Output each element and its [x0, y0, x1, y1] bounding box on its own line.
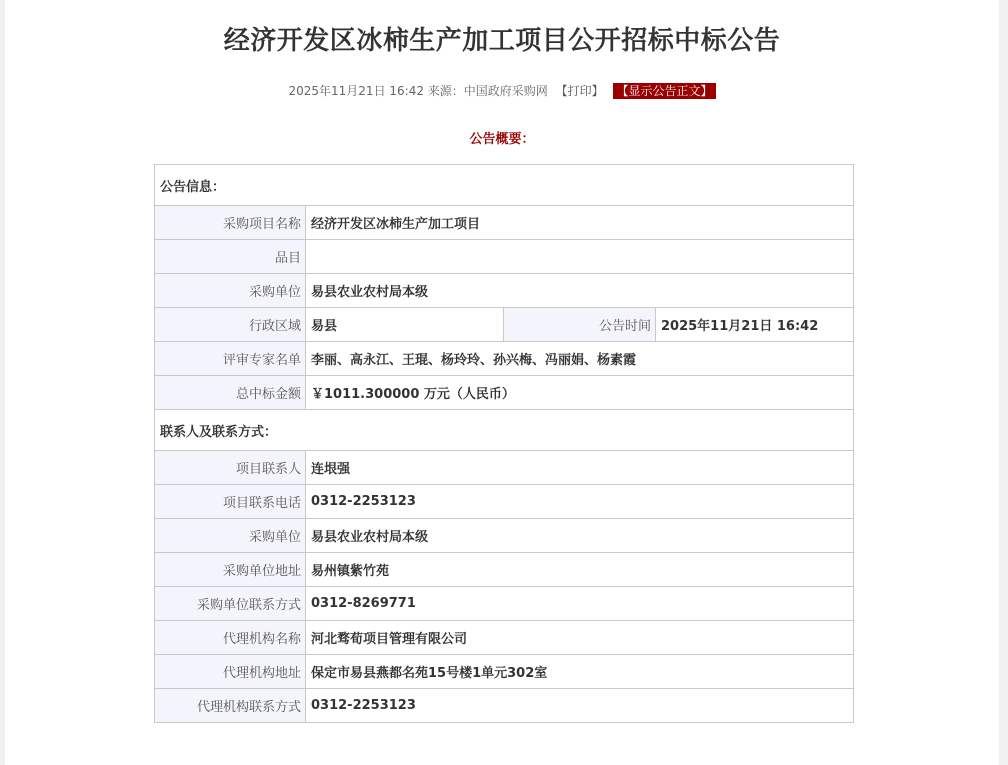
- agency-address: 保定市易县燕都名苑15号楼1单元302室: [306, 655, 854, 689]
- table-row: [155, 308, 854, 342]
- project-name: 经济开发区冰柿生产加工项目: [306, 206, 854, 240]
- row-label: 项目联系人: [155, 451, 306, 485]
- row-label: 总中标金额: [155, 376, 306, 410]
- show-full-text-button[interactable]: 【显示公告正文】: [613, 83, 715, 99]
- table-row: [155, 587, 854, 621]
- page-title: 经济开发区冰柿生产加工项目公开招标中标公告: [223, 26, 781, 56]
- section-info: 公告信息：: [155, 165, 854, 206]
- table-row: [155, 689, 854, 723]
- publish-datetime: 2025年11月21日 16:42: [288, 84, 424, 98]
- buyer-phone: 0312-8269771: [306, 587, 854, 621]
- table-row: [155, 655, 854, 689]
- summary-heading: 公告概要：: [469, 132, 535, 147]
- table-row: [155, 621, 854, 655]
- region: 易县: [306, 308, 504, 342]
- buyer-address: 易州镇紫竹苑: [306, 553, 854, 587]
- row-label: 行政区域: [155, 308, 306, 342]
- row-label: 公告时间: [504, 308, 656, 342]
- project-phone: 0312-2253123: [306, 485, 854, 519]
- row-label: 代理机构名称: [155, 621, 306, 655]
- row-label: 评审专家名单: [155, 342, 306, 376]
- table-row: [155, 519, 854, 553]
- row-label: 代理机构联系方式: [155, 689, 306, 723]
- row-label: 采购单位: [155, 519, 306, 553]
- item: [306, 240, 854, 274]
- row-label: 项目联系电话: [155, 485, 306, 519]
- section-contact: 联系人及联系方式：: [155, 410, 854, 451]
- table-row: [155, 274, 854, 308]
- table-row: [155, 376, 854, 410]
- row-label: 采购单位地址: [155, 553, 306, 587]
- agency-name: 河北骛荀项目管理有限公司: [306, 621, 854, 655]
- table-row: [155, 206, 854, 240]
- table-row: [155, 342, 854, 376]
- row-label: 采购单位联系方式: [155, 587, 306, 621]
- print-link[interactable]: 【打印】: [555, 84, 604, 98]
- contact-buyer: 易县农业农村局本级: [306, 519, 854, 553]
- meta-line: [5, 82, 999, 99]
- total-amount: ￥1011.300000 万元（人民币）: [306, 376, 854, 410]
- table-row: [155, 451, 854, 485]
- project-contact: 连垠强: [306, 451, 854, 485]
- row-label: 代理机构地址: [155, 655, 306, 689]
- announcement-page: [5, 0, 999, 765]
- row-label: 采购项目名称: [155, 206, 306, 240]
- source: 来源：中国政府采购网: [427, 84, 548, 98]
- table-row: [155, 240, 854, 274]
- row-label: 品目: [155, 240, 306, 274]
- agency-phone: 0312-2253123: [306, 689, 854, 723]
- publish-time: 2025年11月21日 16:42: [656, 308, 854, 342]
- table-row: [155, 485, 854, 519]
- experts: 李丽、高永江、王琨、杨玲玲、孙兴梅、冯丽娟、杨素霞: [306, 342, 854, 376]
- buyer: 易县农业农村局本级: [306, 274, 854, 308]
- table-row: [155, 553, 854, 587]
- row-label: 采购单位: [155, 274, 306, 308]
- announcement-table: [154, 164, 854, 723]
